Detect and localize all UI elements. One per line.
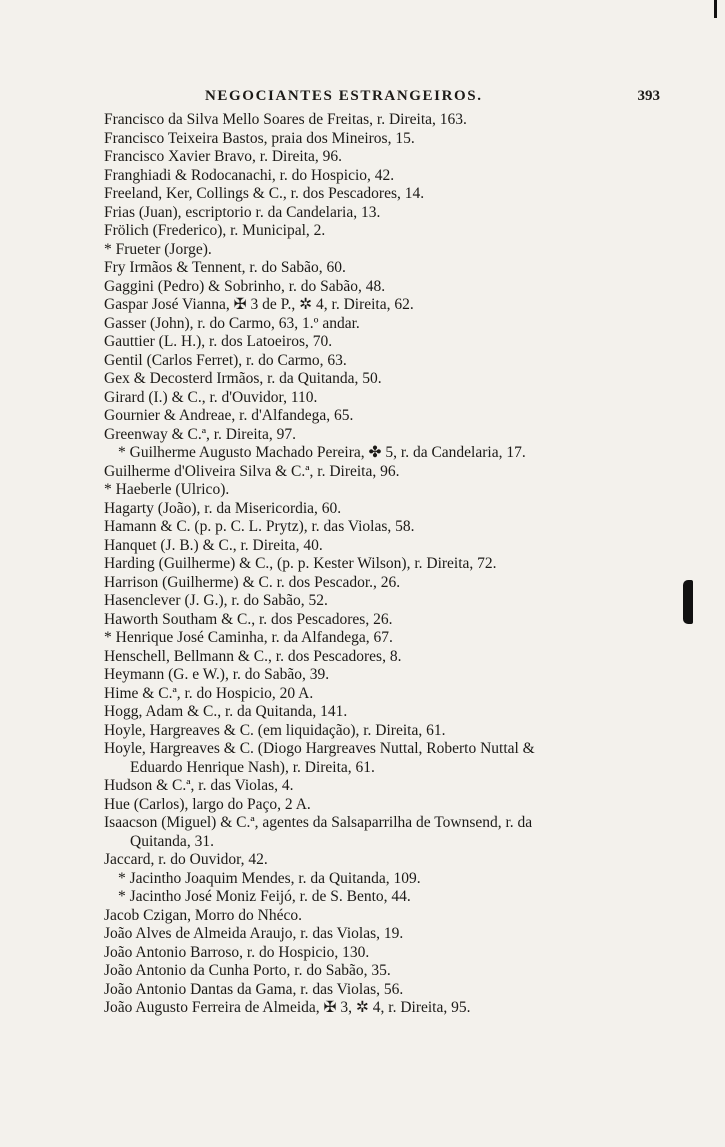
list-item: Gex & Decosterd Irmãos, r. da Quitanda, 50. [104, 370, 382, 387]
list-item: * Frueter (Jorge). [104, 240, 212, 258]
list-item: Harrison (Guilherme) & C. r. dos Pescador., 26. [104, 573, 401, 591]
list-item: Guilherme d'Oliveira Silva & C.ª, r. Direita, 96. [104, 462, 400, 480]
list-item: Hudson & C.ª, r. das Violas, 4. [104, 777, 294, 794]
list-item: Hanquet (J. B.) & C., r. Direita, 40. [104, 536, 323, 554]
list-item: * Jacintho José Moniz Feijó, r. de S. Bento, 44. [118, 888, 411, 905]
list-item: Hamann & C. (p. p. C. L. Prytz), r. das Violas, 58. [104, 518, 415, 535]
list-item: Harding (Guilherme) & C., (p. p. Kester Wilson), r. Direita, 72. [104, 555, 497, 572]
list-item: Gaggini (Pedro) & Sobrinho, r. do Sabão, 48. [104, 277, 386, 295]
list-item: João Antonio Barroso, r. do Hospicio, 130. [104, 943, 370, 961]
list-item: Hime & C.ª, r. do Hospicio, 20 A. [104, 684, 314, 702]
list-item: Haworth Southam & C., r. dos Pescadores, 26. [104, 610, 393, 628]
list-item: Gasser (John), r. do Carmo, 63, 1.º andar. [104, 314, 360, 332]
merchant-list [104, 111, 684, 1018]
list-item: João Alves de Almeida Araujo, r. das Violas, 19. [104, 925, 404, 942]
list-item: Jacob Czigan, Morro do Nhéco. [104, 906, 303, 924]
page-edge-tab-mark [683, 580, 693, 624]
page-number: 393 [637, 88, 660, 104]
list-item: Hogg, Adam & C., r. da Quitanda, 141. [104, 703, 348, 720]
list-item: Franghiadi & Rodocanachi, r. do Hospicio, 42. [104, 166, 395, 184]
list-item-continuation: Quitanda, 31. [130, 832, 214, 850]
list-item: Heymann (G. e W.), r. do Sabão, 39. [104, 666, 330, 683]
list-item: João Antonio Dantas da Gama, r. das Violas, 56. [104, 980, 404, 998]
list-item: Francisco Xavier Bravo, r. Direita, 96. [104, 148, 343, 165]
list-item: Frölich (Frederico), r. Municipal, 2. [104, 222, 326, 239]
list-item: Gaspar José Vianna, ✠ 3 de P., ✲ 4, r. Direita, 62. [104, 296, 414, 313]
page-title: NEGOCIANTES ESTRANGEIROS. [205, 88, 483, 104]
list-item: Gentil (Carlos Ferret), r. do Carmo, 63. [104, 351, 347, 369]
list-item: * Henrique José Caminha, r. da Alfandega, 67. [104, 629, 393, 646]
list-item: Hoyle, Hargreaves & C. (em liquidação), r. Direita, 61. [104, 721, 446, 739]
list-item: Isaacson (Miguel) & C.ª, agentes da Salsaparrilha de Townsend, r. da [104, 814, 533, 831]
list-item: Fry Irmãos & Tennent, r. do Sabão, 60. [104, 259, 346, 276]
list-item: Francisco da Silva Mello Soares de Freitas, r. Direita, 163. [104, 111, 467, 128]
list-item: Girard (I.) & C., r. d'Ouvidor, 110. [104, 388, 318, 406]
list-item: Greenway & C.ª, r. Direita, 97. [104, 425, 296, 443]
list-item: Henschell, Bellmann & C., r. dos Pescadores, 8. [104, 647, 402, 665]
list-item: Frias (Juan), escriptorio r. da Candelaria, 13. [104, 203, 381, 221]
list-item-continuation: Eduardo Henrique Nash), r. Direita, 61. [130, 758, 375, 776]
list-item: Hoyle, Hargreaves & C. (Diogo Hargreaves Nuttal, Roberto Nuttal & [104, 740, 535, 757]
list-item: * Jacintho Joaquim Mendes, r. da Quitanda, 109. [118, 869, 421, 887]
list-item: Hagarty (João), r. da Misericordia, 60. [104, 499, 342, 517]
list-item: Francisco Teixeira Bastos, praia dos Mineiros, 15. [104, 129, 415, 147]
list-item: Hue (Carlos), largo do Paço, 2 A. [104, 795, 311, 813]
list-item: * Guilherme Augusto Machado Pereira, ✤ 5, r. da Candelaria, 17. [118, 444, 526, 461]
page-header [205, 88, 660, 110]
list-item: Freeland, Ker, Collings & C., r. dos Pescadores, 14. [104, 185, 425, 202]
list-item: * Haeberle (Ulrico). [104, 481, 230, 498]
list-item: João Augusto Ferreira de Almeida, ✠ 3, ✲ 4, r. Direita, 95. [104, 999, 471, 1016]
list-item: Gauttier (L. H.), r. dos Latoeiros, 70. [104, 333, 333, 350]
list-item: Hasenclever (J. G.), r. do Sabão, 52. [104, 592, 328, 609]
list-item: João Antonio da Cunha Porto, r. do Sabão, 35. [104, 962, 391, 979]
page-corner-mark [714, 0, 717, 18]
list-item: Gournier & Andreae, r. d'Alfandega, 65. [104, 407, 354, 424]
list-item: Jaccard, r. do Ouvidor, 42. [104, 851, 268, 868]
